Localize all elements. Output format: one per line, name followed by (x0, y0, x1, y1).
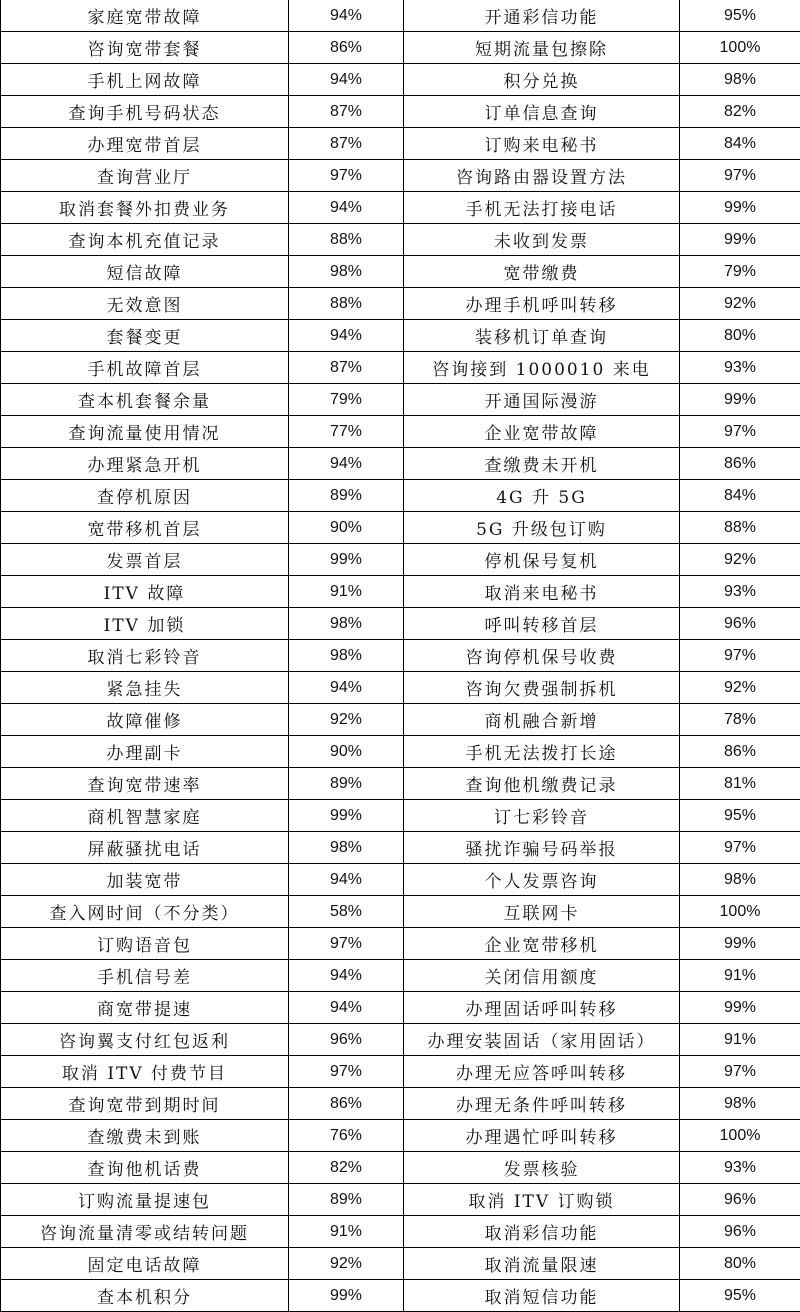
intent-name-right-cell: 装移机订单查询 (404, 320, 680, 352)
accuracy-left-cell: 89% (289, 768, 404, 800)
table-row (1, 960, 800, 992)
intent-name-right-cell: 查询他机缴费记录 (404, 768, 680, 800)
intent-name-left-cell: 商机智慧家庭 (1, 800, 289, 832)
accuracy-left-cell: 97% (289, 928, 404, 960)
table-row (1, 448, 800, 480)
intent-name-right-cell: 办理遇忙呼叫转移 (404, 1120, 680, 1152)
table-row (1, 1216, 800, 1248)
accuracy-left-cell: 91% (289, 1216, 404, 1248)
intent-name-right-cell: 宽带缴费 (404, 256, 680, 288)
intent-name-left-cell: 无效意图 (1, 288, 289, 320)
intent-name-left-cell: 固定电话故障 (1, 1248, 289, 1280)
table-row (1, 320, 800, 352)
intent-name-left-cell: 紧急挂失 (1, 672, 289, 704)
intent-name-right-cell: 互联网卡 (404, 896, 680, 928)
accuracy-right-cell: 93% (680, 576, 800, 608)
intent-name-right-cell: 取消流量限速 (404, 1248, 680, 1280)
table-row (1, 544, 800, 576)
table-row (1, 64, 800, 96)
accuracy-left-cell: 87% (289, 128, 404, 160)
accuracy-right-cell: 93% (680, 1152, 800, 1184)
table-row (1, 128, 800, 160)
accuracy-left-cell: 88% (289, 224, 404, 256)
intent-name-right-cell: 咨询接到 1000010 来电 (404, 352, 680, 384)
intent-name-right-cell: 手机无法拨打长途 (404, 736, 680, 768)
intent-name-left-cell: 查入网时间（不分类） (1, 896, 289, 928)
accuracy-left-cell: 87% (289, 352, 404, 384)
accuracy-left-cell: 77% (289, 416, 404, 448)
accuracy-right-cell: 92% (680, 544, 800, 576)
intent-name-left-cell: 查本机套餐余量 (1, 384, 289, 416)
accuracy-left-cell: 94% (289, 320, 404, 352)
intent-name-right-cell: 取消短信功能 (404, 1280, 680, 1312)
intent-name-left-cell: 宽带移机首层 (1, 512, 289, 544)
table-row (1, 1056, 800, 1088)
accuracy-right-cell: 96% (680, 1184, 800, 1216)
accuracy-left-cell: 86% (289, 1088, 404, 1120)
table-row (1, 384, 800, 416)
intent-name-left-cell: 取消七彩铃音 (1, 640, 289, 672)
table-body (1, 0, 800, 1312)
accuracy-right-cell: 82% (680, 96, 800, 128)
accuracy-right-cell: 97% (680, 160, 800, 192)
table-row (1, 992, 800, 1024)
accuracy-right-cell: 99% (680, 992, 800, 1024)
table-row (1, 864, 800, 896)
table-row (1, 1248, 800, 1280)
intent-name-right-cell: 发票核验 (404, 1152, 680, 1184)
accuracy-right-cell: 98% (680, 864, 800, 896)
accuracy-left-cell: 89% (289, 1184, 404, 1216)
intent-name-left-cell: 订购语音包 (1, 928, 289, 960)
table-row (1, 928, 800, 960)
accuracy-left-cell: 94% (289, 672, 404, 704)
intent-name-right-cell: 办理手机呼叫转移 (404, 288, 680, 320)
intent-name-right-cell: 骚扰诈骗号码举报 (404, 832, 680, 864)
accuracy-left-cell: 98% (289, 832, 404, 864)
intent-name-left-cell: 咨询宽带套餐 (1, 32, 289, 64)
table-row (1, 704, 800, 736)
accuracy-left-cell: 99% (289, 800, 404, 832)
accuracy-left-cell: 97% (289, 160, 404, 192)
intent-name-left-cell: 办理紧急开机 (1, 448, 289, 480)
table-row (1, 576, 800, 608)
accuracy-left-cell: 58% (289, 896, 404, 928)
intent-name-left-cell: 查询宽带到期时间 (1, 1088, 289, 1120)
intent-name-right-cell: 未收到发票 (404, 224, 680, 256)
intent-name-right-cell: 订七彩铃音 (404, 800, 680, 832)
accuracy-left-cell: 97% (289, 1056, 404, 1088)
accuracy-right-cell: 88% (680, 512, 800, 544)
intent-name-right-cell: 停机保号复机 (404, 544, 680, 576)
accuracy-right-cell: 98% (680, 1088, 800, 1120)
intent-name-left-cell: 套餐变更 (1, 320, 289, 352)
accuracy-right-cell: 79% (680, 256, 800, 288)
accuracy-right-cell: 81% (680, 768, 800, 800)
table-row (1, 1120, 800, 1152)
intent-name-left-cell: 咨询流量清零或结转问题 (1, 1216, 289, 1248)
intent-name-left-cell: 故障催修 (1, 704, 289, 736)
intent-name-left-cell: 查询宽带速率 (1, 768, 289, 800)
intent-name-right-cell: 办理固话呼叫转移 (404, 992, 680, 1024)
intent-name-left-cell: 手机上网故障 (1, 64, 289, 96)
accuracy-left-cell: 90% (289, 512, 404, 544)
table-row (1, 1024, 800, 1056)
accuracy-right-cell: 91% (680, 960, 800, 992)
accuracy-left-cell: 94% (289, 864, 404, 896)
accuracy-right-cell: 99% (680, 192, 800, 224)
accuracy-right-cell: 86% (680, 448, 800, 480)
intent-name-left-cell: 查询他机话费 (1, 1152, 289, 1184)
table-row (1, 160, 800, 192)
table-row (1, 736, 800, 768)
accuracy-right-cell: 91% (680, 1024, 800, 1056)
accuracy-left-cell: 90% (289, 736, 404, 768)
table-row (1, 416, 800, 448)
table-row (1, 1280, 800, 1312)
intent-name-left-cell: 查本机积分 (1, 1280, 289, 1312)
intent-name-right-cell: 商机融合新增 (404, 704, 680, 736)
intent-name-right-cell: 关闭信用额度 (404, 960, 680, 992)
accuracy-right-cell: 100% (680, 1120, 800, 1152)
intent-name-right-cell: 办理安装固话（家用固话） (404, 1024, 680, 1056)
accuracy-left-cell: 86% (289, 32, 404, 64)
accuracy-left-cell: 98% (289, 608, 404, 640)
accuracy-right-cell: 100% (680, 32, 800, 64)
intent-name-left-cell: 手机信号差 (1, 960, 289, 992)
accuracy-right-cell: 99% (680, 224, 800, 256)
table-row (1, 896, 800, 928)
intent-name-left-cell: 办理副卡 (1, 736, 289, 768)
accuracy-left-cell: 79% (289, 384, 404, 416)
accuracy-right-cell: 92% (680, 288, 800, 320)
table-row (1, 96, 800, 128)
accuracy-left-cell: 92% (289, 704, 404, 736)
intent-name-left-cell: 查询流量使用情况 (1, 416, 289, 448)
intent-name-right-cell: 4G 升 5G (404, 480, 680, 512)
intent-name-right-cell: 手机无法打接电话 (404, 192, 680, 224)
accuracy-left-cell: 94% (289, 192, 404, 224)
accuracy-left-cell: 99% (289, 1280, 404, 1312)
accuracy-left-cell: 87% (289, 96, 404, 128)
table-row (1, 1088, 800, 1120)
intent-name-left-cell: 手机故障首层 (1, 352, 289, 384)
intent-name-right-cell: 咨询欠费强制拆机 (404, 672, 680, 704)
intent-name-left-cell: ITV 加锁 (1, 608, 289, 640)
accuracy-left-cell: 94% (289, 448, 404, 480)
table-row (1, 608, 800, 640)
accuracy-left-cell: 99% (289, 544, 404, 576)
intent-name-left-cell: 家庭宽带故障 (1, 0, 289, 32)
accuracy-right-cell: 80% (680, 320, 800, 352)
accuracy-left-cell: 94% (289, 992, 404, 1024)
accuracy-right-cell: 100% (680, 896, 800, 928)
accuracy-left-cell: 76% (289, 1120, 404, 1152)
table-row (1, 800, 800, 832)
intent-name-right-cell: 咨询路由器设置方法 (404, 160, 680, 192)
accuracy-left-cell: 88% (289, 288, 404, 320)
accuracy-right-cell: 95% (680, 0, 800, 32)
accuracy-right-cell: 86% (680, 736, 800, 768)
accuracy-right-cell: 93% (680, 352, 800, 384)
table-row (1, 480, 800, 512)
table-row (1, 640, 800, 672)
accuracy-left-cell: 94% (289, 64, 404, 96)
intent-name-left-cell: 查缴费未到账 (1, 1120, 289, 1152)
accuracy-left-cell: 94% (289, 960, 404, 992)
accuracy-left-cell: 92% (289, 1248, 404, 1280)
table-row (1, 352, 800, 384)
intent-name-left-cell: 订购流量提速包 (1, 1184, 289, 1216)
accuracy-right-cell: 84% (680, 128, 800, 160)
intent-name-right-cell: 短期流量包擦除 (404, 32, 680, 64)
accuracy-right-cell: 98% (680, 64, 800, 96)
accuracy-right-cell: 97% (680, 832, 800, 864)
table-row (1, 256, 800, 288)
intent-name-right-cell: 咨询停机保号收费 (404, 640, 680, 672)
intent-name-right-cell: 开通彩信功能 (404, 0, 680, 32)
table-row (1, 32, 800, 64)
table-row (1, 192, 800, 224)
accuracy-right-cell: 84% (680, 480, 800, 512)
accuracy-right-cell: 95% (680, 1280, 800, 1312)
intent-name-left-cell: ITV 故障 (1, 576, 289, 608)
intent-name-right-cell: 查缴费未开机 (404, 448, 680, 480)
intent-name-left-cell: 屏蔽骚扰电话 (1, 832, 289, 864)
accuracy-left-cell: 98% (289, 640, 404, 672)
intent-name-right-cell: 企业宽带移机 (404, 928, 680, 960)
accuracy-left-cell: 89% (289, 480, 404, 512)
table-row (1, 672, 800, 704)
accuracy-right-cell: 92% (680, 672, 800, 704)
intent-name-left-cell: 查询手机号码状态 (1, 96, 289, 128)
accuracy-right-cell: 97% (680, 1056, 800, 1088)
intent-name-right-cell: 办理无应答呼叫转移 (404, 1056, 680, 1088)
table-row (1, 1184, 800, 1216)
intent-name-left-cell: 加装宽带 (1, 864, 289, 896)
accuracy-right-cell: 97% (680, 640, 800, 672)
intent-name-left-cell: 咨询翼支付红包返利 (1, 1024, 289, 1056)
table-row (1, 512, 800, 544)
intent-name-right-cell: 5G 升级包订购 (404, 512, 680, 544)
intent-name-left-cell: 查询营业厅 (1, 160, 289, 192)
accuracy-left-cell: 82% (289, 1152, 404, 1184)
intent-name-right-cell: 个人发票咨询 (404, 864, 680, 896)
table-row (1, 832, 800, 864)
intent-name-right-cell: 订单信息查询 (404, 96, 680, 128)
accuracy-left-cell: 98% (289, 256, 404, 288)
intent-name-right-cell: 开通国际漫游 (404, 384, 680, 416)
accuracy-right-cell: 97% (680, 416, 800, 448)
intent-name-right-cell: 积分兑换 (404, 64, 680, 96)
intent-name-right-cell: 呼叫转移首层 (404, 608, 680, 640)
intent-name-left-cell: 办理宽带首层 (1, 128, 289, 160)
intent-name-left-cell: 查询本机充值记录 (1, 224, 289, 256)
table-row (1, 224, 800, 256)
intent-name-right-cell: 取消来电秘书 (404, 576, 680, 608)
accuracy-left-cell: 96% (289, 1024, 404, 1056)
intent-name-right-cell: 取消 ITV 订购锁 (404, 1184, 680, 1216)
intent-name-right-cell: 取消彩信功能 (404, 1216, 680, 1248)
intent-name-left-cell: 商宽带提速 (1, 992, 289, 1024)
intent-name-left-cell: 短信故障 (1, 256, 289, 288)
accuracy-right-cell: 99% (680, 384, 800, 416)
intent-name-left-cell: 查停机原因 (1, 480, 289, 512)
accuracy-right-cell: 96% (680, 608, 800, 640)
accuracy-right-cell: 80% (680, 1248, 800, 1280)
intent-name-right-cell: 订购来电秘书 (404, 128, 680, 160)
intent-name-right-cell: 办理无条件呼叫转移 (404, 1088, 680, 1120)
accuracy-left-cell: 94% (289, 0, 404, 32)
table-row (1, 0, 800, 32)
table-row (1, 1152, 800, 1184)
intent-name-right-cell: 企业宽带故障 (404, 416, 680, 448)
intent-name-left-cell: 发票首层 (1, 544, 289, 576)
accuracy-right-cell: 99% (680, 928, 800, 960)
intent-name-left-cell: 取消套餐外扣费业务 (1, 192, 289, 224)
accuracy-left-cell: 91% (289, 576, 404, 608)
table-row (1, 288, 800, 320)
accuracy-right-cell: 78% (680, 704, 800, 736)
accuracy-right-cell: 96% (680, 1216, 800, 1248)
table-row (1, 768, 800, 800)
accuracy-right-cell: 95% (680, 800, 800, 832)
intent-name-left-cell: 取消 ITV 付费节目 (1, 1056, 289, 1088)
